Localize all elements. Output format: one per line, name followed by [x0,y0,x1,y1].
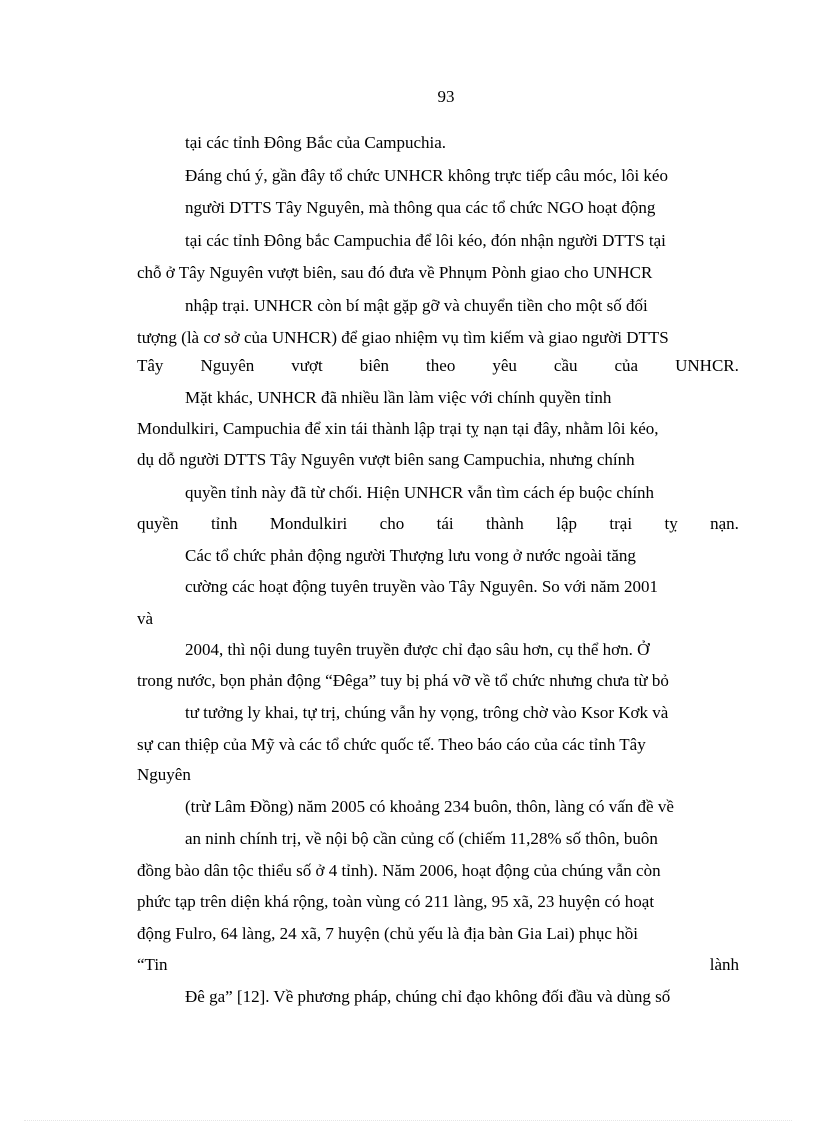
text-line: động Fulro, 64 làng, 24 xã, 7 huyện (chủ yếu là địa bàn Gia Lai) phục hồi [137,924,638,943]
word: nạn. [710,514,739,533]
word: “Tin [137,955,168,974]
word: biên [359,356,390,375]
text-line: dụ dỗ người DTTS Tây Nguyên vượt biên sang Campuchia, nhưng chính [137,450,635,469]
text-line: sự can thiệp của Mỹ và các tổ chức quốc tế. Theo báo cáo của các tỉnh Tây [137,735,646,754]
word: thành [486,514,524,533]
text-line: tượng (là cơ sở của UNHCR) để giao nhiệm vụ tìm kiếm và giao người DTTS [137,328,669,347]
word: Mondulkiri [269,514,348,533]
word: cho [379,514,405,533]
text-line: Đê ga” [12]. Về phương pháp, chúng chỉ đạo không đối đầu và dùng số [185,987,671,1006]
text-line: tại các tỉnh Đông Bắc của Campuchia. [185,133,447,152]
text-line: nhập trại. UNHCR còn bí mật gặp gỡ và chuyển tiền cho một số đối [185,296,648,315]
word: lập [556,514,577,533]
word: Nguyên [200,356,255,375]
text-line: người DTTS Tây Nguyên, mà thông qua các tổ chức NGO hoạt động [185,198,656,217]
word: tỵ [664,514,678,533]
text-line: Mondulkiri, Campuchia để xin tái thành lập trại tỵ nạn tại đây, nhằm lôi kéo, [137,419,659,438]
word: của [614,356,639,375]
word: theo [426,356,456,375]
page-bottom-rule [24,1120,792,1121]
text-line: an ninh chính trị, về nội bộ cần củng cố (chiếm 11,28% số thôn, buôn [185,829,658,848]
word: vượt [291,356,323,375]
word: tỉnh [210,514,238,533]
text-line: quyền tỉnh này đã từ chối. Hiện UNHCR vẫn tìm cách ép buộc chính [185,483,655,502]
text-line: (trừ Lâm Đồng) năm 2005 có khoảng 234 buôn, thôn, làng có vấn đề về [185,797,674,816]
word: quyền [137,514,179,533]
text-line: phức tạp trên diện khá rộng, toàn vùng có 211 làng, 95 xã, 23 huyện có hoạt [137,892,655,911]
word: yêu [492,356,517,375]
text-line: Đáng chú ý, gần đây tổ chức UNHCR không trực tiếp câu móc, lôi kéo [185,166,668,185]
text-line-justified [137,356,739,376]
word: lành [709,955,739,974]
text-line: tại các tỉnh Đông bắc Campuchia để lôi kéo, đón nhận người DTTS tại [185,231,666,250]
word: Tây [137,356,164,375]
text-line-justified [137,514,739,534]
word: UNHCR. [675,356,739,375]
text-line: 2004, thì nội dung tuyên truyền được chỉ đạo sâu hơn, cụ thể hơn. Ở [185,640,650,659]
word: trại [609,514,633,533]
word: cầu [553,356,578,375]
text-line: chỗ ở Tây Nguyên vượt biên, sau đó đưa về Phnụm Pònh giao cho UNHCR [137,263,653,282]
text-line: đồng bào dân tộc thiểu số ở 4 tỉnh). Năm 2006, hoạt động của chúng vẫn còn [137,861,661,880]
text-line: Nguyên [137,765,191,784]
text-line: và [137,609,154,628]
text-line: trong nước, bọn phản động “Đêga” tuy bị phá vỡ về tổ chức nhưng chưa từ bỏ [137,671,669,690]
word: tái [436,514,454,533]
text-line: cường các hoạt động tuyên truyền vào Tây Nguyên. So với năm 2001 [185,577,659,596]
text-line-justified [137,955,739,975]
page-number: 93 [437,87,455,106]
text-line: Các tổ chức phản động người Thượng lưu vong ở nước ngoài tăng [185,546,636,565]
text-line: tư tưởng ly khai, tự trị, chúng vẫn hy vọng, trông chờ vào Ksor Kơk và [185,703,669,722]
text-line: Mặt khác, UNHCR đã nhiều lần làm việc với chính quyền tỉnh [185,388,612,407]
